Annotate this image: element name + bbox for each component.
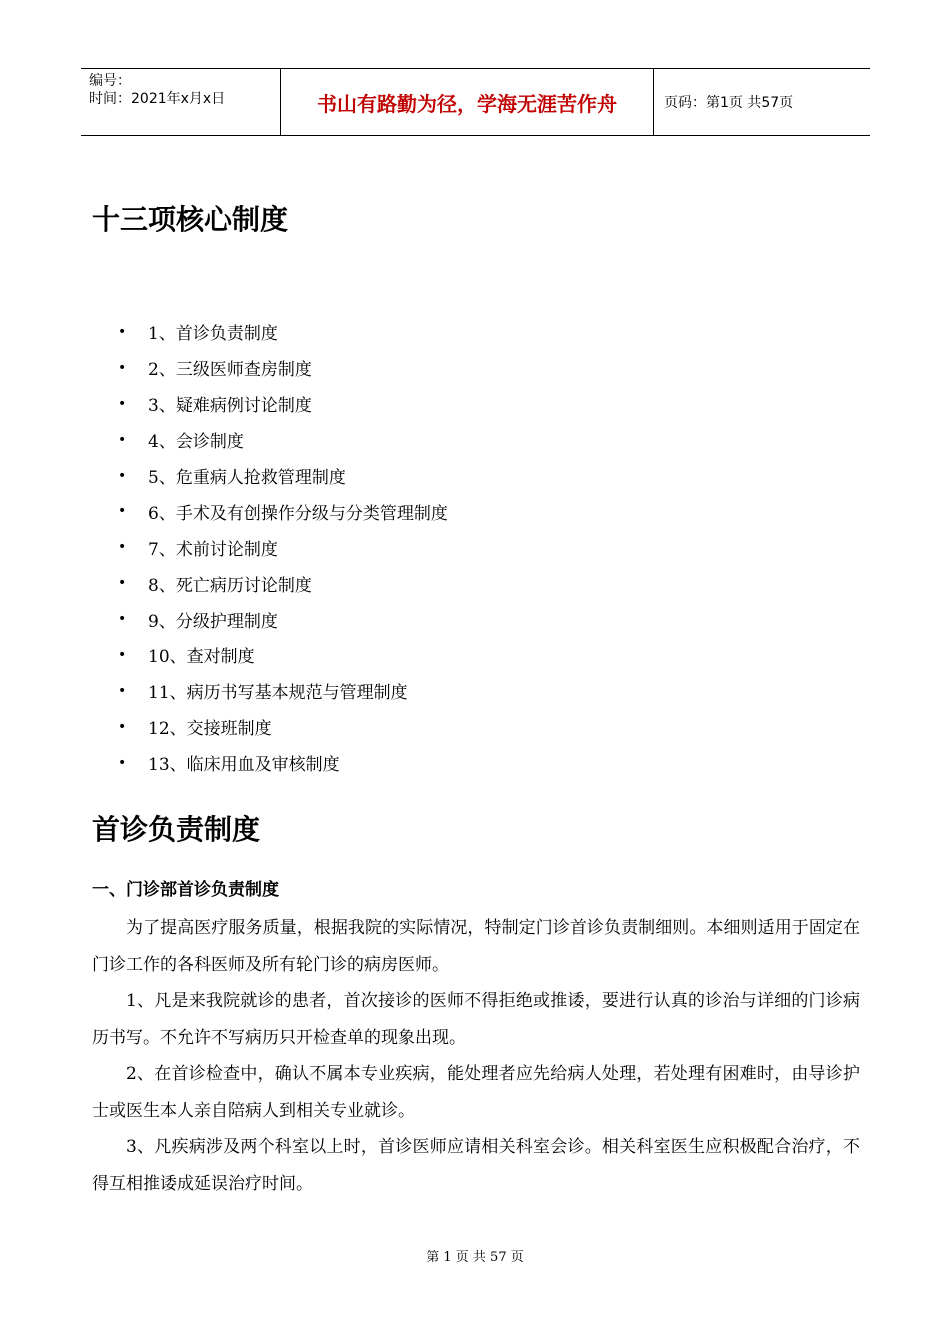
document-title: 十三项核心制度 [92,203,289,236]
toc-item-label: 3、疑难病例讨论制度 [148,396,312,417]
toc-item-label: 7、术前讨论制度 [148,539,278,560]
bullet-icon: • [118,431,127,448]
toc-list [118,314,818,781]
toc-item [118,493,818,529]
toc-item-label: 8、死亡病历讨论制度 [148,575,312,596]
toc-item [118,601,818,637]
toc-item-label: 1、首诊负责制度 [148,324,278,345]
bullet-icon: • [118,754,127,771]
toc-item [118,709,818,745]
bullet-icon: • [118,395,127,412]
bullet-icon: • [118,503,127,520]
toc-item-label: 10、查对制度 [148,647,255,668]
toc-item-label: 11、病历书写基本规范与管理制度 [148,683,408,704]
toc-item [118,314,818,350]
bullet-icon: • [118,467,127,484]
toc-item [118,673,818,709]
header-motto: 书山有路勤为径，学海无涯苦作舟 [281,69,654,135]
body-paragraph: 2、在首诊检查中，确认不属本专业疾病，能处理者应先给病人处理，若处理有困难时，由导诊护士或医生本人亲自陪病人到相关专业就诊。 [92,1064,860,1121]
time-label: 时间：2021年x月x日 [89,91,226,107]
section-body [92,910,860,1202]
bullet-icon: • [118,359,127,376]
body-paragraph: 3、凡疾病涉及两个科室以上时，首诊医师应请相关科室会诊。相关科室医生应积极配合治疗，不得互相推诿成延误治疗时间。 [92,1137,860,1194]
bullet-icon: • [118,611,127,628]
header-table [81,68,870,136]
toc-item-label: 9、分级护理制度 [148,611,278,632]
body-paragraph: 1、凡是来我院就诊的患者，首次接诊的医师不得拒绝或推诿，要进行认真的诊治与详细的门诊病历书写。不允许不写病历只开检查单的现象出现。 [92,991,860,1048]
toc-item [118,386,818,422]
toc-item [118,458,818,494]
toc-item [118,637,818,673]
section-title: 首诊负责制度 [92,813,261,846]
toc-item-label: 4、会诊制度 [148,432,244,453]
bullet-icon: • [118,539,127,556]
bullet-icon: • [118,682,127,699]
number-label: 编号： [89,73,131,89]
toc-item-label: 2、三级医师查房制度 [148,360,312,381]
page-footer: 第 1 页 共 57 页 [426,1250,524,1265]
toc-item-label: 12、交接班制度 [148,719,272,740]
toc-item [118,529,818,565]
section-subtitle: 一、门诊部首诊负责制度 [92,880,279,900]
bullet-icon: • [118,575,127,592]
toc-item [118,565,818,601]
bullet-icon: • [118,646,127,663]
bullet-icon: • [118,323,127,340]
toc-item [118,422,818,458]
toc-item-label: 5、危重病人抢救管理制度 [148,468,346,488]
bullet-icon: • [118,718,127,735]
toc-item-label: 13、临床用血及审核制度 [148,755,340,776]
body-paragraph: 为了提高医疗服务质量，根据我院的实际情况，特制定门诊首诊负责制细则。本细则适用于固定在门诊工作的各科医师及所有轮门诊的病房医师。 [92,918,860,975]
toc-item-label: 6、手术及有创操作分级与分类管理制度 [148,503,448,524]
header-meta [81,69,281,135]
header-page-info: 页码：第1页 共57页 [664,95,794,111]
toc-item [118,745,818,781]
toc-item [118,350,818,386]
